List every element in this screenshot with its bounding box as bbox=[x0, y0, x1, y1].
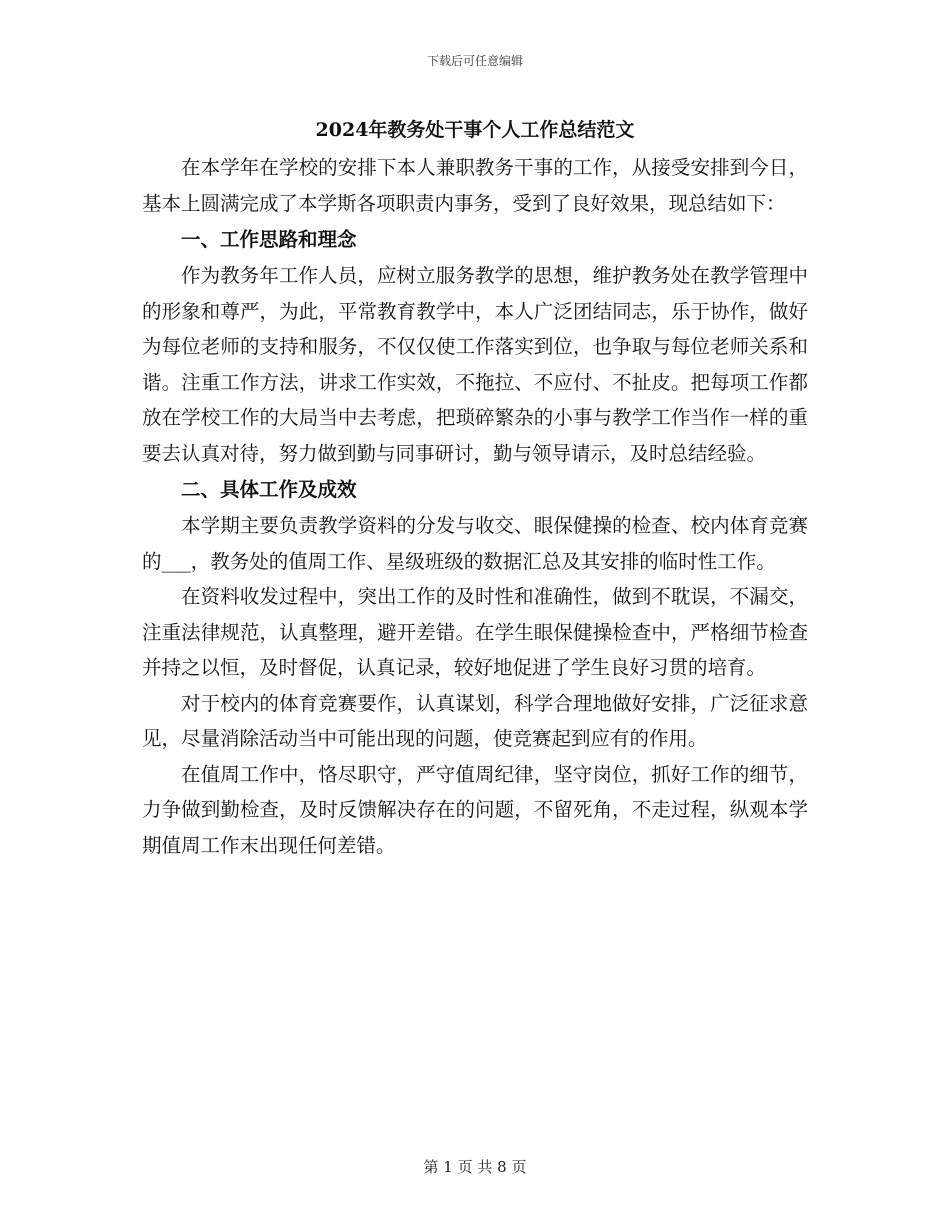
section2-paragraph: 在资料收发过程中，突出工作的及时性和准确性，做到不耽误，不漏交，注重法律规范，认真整理，避开差错。在学生眼保健操检查中，严格细节检查并持之以恒，及时督促，认真记录，较好地促进了学生良好习贯的培育。 bbox=[142, 585, 808, 679]
section-heading-1: 一、工作思路和理念 bbox=[181, 228, 357, 251]
section-heading-2: 二、具体工作及成效 bbox=[181, 478, 357, 501]
section2-paragraph: 对于校内的体育竞赛要作，认真谋划，科学合理地做好安排，广泛征求意见，尽量消除活动当中可能出现的问题，使竞赛起到应有的作用。 bbox=[142, 691, 808, 750]
page-header-note: 下载后可任意编辑 bbox=[426, 54, 523, 68]
section2-paragraph: 在值周工作中，恪尽职守，严守值周纪律，坚守岗位，抓好工作的细节，力争做到勤检查，及时反馈解决存在的问题，不留死角，不走过程，纵观本学期值周工作末出现任何差错。 bbox=[142, 762, 808, 857]
section2-paragraph: 本学期主要负责教学资料的分发与收交、眼保健操的检查、校内体育竞赛的___，教务处的值周工作、星级班级的数据汇总及其安排的临时性工作。 bbox=[142, 514, 808, 573]
page-number: 第 1 页 共 8 页 bbox=[423, 1158, 527, 1176]
document-body bbox=[142, 112, 808, 863]
section1-paragraph: 作为教务年工作人员，应树立服务教学的思想，维护教务处在教学管理中的形象和尊严，为此，平常教育教学中，本人广泛团结同志，乐于协作，做好为每位老师的支持和服务，不仅仅使工作落实到位，也争取与每位老师关系和谐。注重工作方法，讲求工作实效，不拖拉、不应付、不扯皮。把每项工作都放在学校工作的大局当中去考虑，把琐碎繁杂的小事与教学工作当作一样的重要去认真对待，努力做到勤与同事研讨，勤与领导请示，及时总结经验。 bbox=[142, 264, 808, 465]
document-title: 2024年教务处干事个人工作总结范文 bbox=[315, 119, 635, 141]
intro-paragraph: 在本学年在学校的安排下本人兼职教务干事的工作，从接受安排到今日，基本上圆满完成了本学斯各项职责内事务，受到了良好效果，现总结如下： bbox=[142, 156, 808, 215]
